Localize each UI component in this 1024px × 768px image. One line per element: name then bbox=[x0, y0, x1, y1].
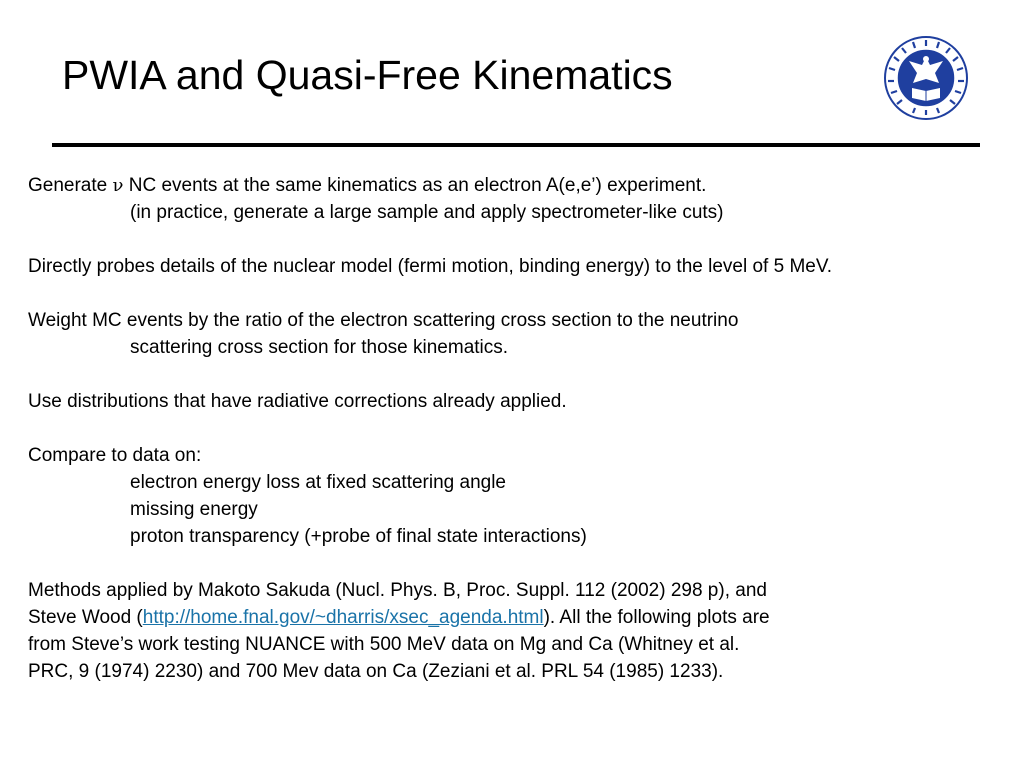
list-item: missing energy bbox=[130, 499, 258, 520]
list-item: electron energy loss at fixed scattering angle bbox=[130, 472, 506, 493]
paragraph-distributions: Use distributions that have radiative corrections already applied. bbox=[28, 391, 567, 412]
paragraph-probes: Directly probes details of the nuclear model (fermi motion, binding energy) to the level of 5 MeV. bbox=[28, 256, 833, 277]
methods-line-4: PRC, 9 (1974) 2230) and 700 Mev data on Ca (Zeziani et al. PRL 54 (1985) 1233). bbox=[28, 661, 724, 682]
list-item: proton transparency (+probe of final state interactions) bbox=[130, 526, 587, 547]
paragraph-weight: Weight MC events by the ratio of the electron scattering cross section to the neutrino bbox=[28, 310, 739, 331]
methods-line-1: Methods applied by Makoto Sakuda (Nucl. Phys. B, Proc. Suppl. 112 (2002) 298 p), and bbox=[28, 580, 767, 601]
paragraph-generate-detail: (in practice, generate a large sample and apply spectrometer-like cuts) bbox=[130, 202, 724, 223]
methods-line-3: from Steve’s work testing NUANCE with 500 MeV data on Mg and Ca (Whitney et al. bbox=[28, 634, 740, 655]
title-divider bbox=[52, 143, 980, 147]
paragraph-weight-detail: scattering cross section for those kinematics. bbox=[130, 337, 509, 358]
slide-body bbox=[28, 172, 1018, 685]
nu-symbol: ν bbox=[112, 175, 124, 196]
agenda-link[interactable]: http://home.fnal.gov/~dharris/xsec_agenda.html bbox=[142, 607, 544, 628]
compare-heading: Compare to data on: bbox=[28, 445, 202, 466]
paragraph-generate: Generate ν NC events at the same kinematics as an electron A(e,e’) experiment. bbox=[28, 175, 707, 196]
university-seal-icon bbox=[883, 35, 969, 121]
methods-line-2: Steve Wood (http://home.fnal.gov/~dharris/xsec_agenda.html). All the following plots are bbox=[28, 607, 770, 628]
slide-title: PWIA and Quasi-Free Kinematics bbox=[62, 52, 673, 98]
